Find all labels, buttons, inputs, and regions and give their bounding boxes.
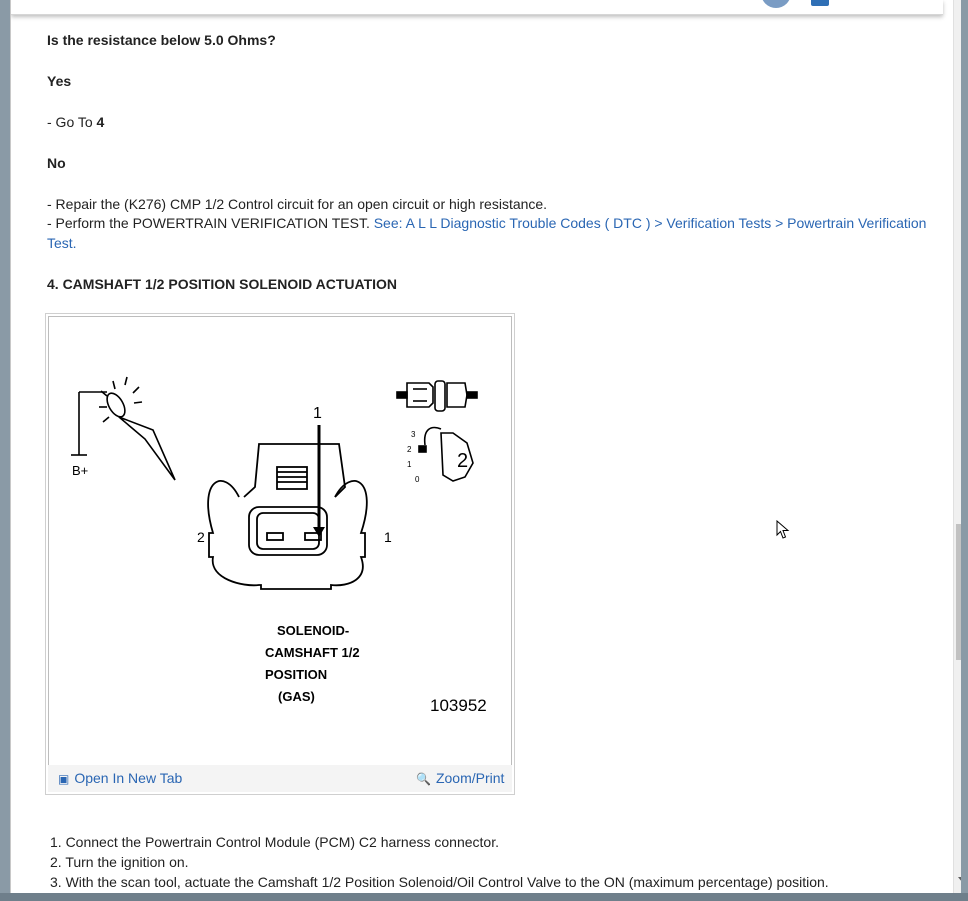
resistance-question: Is the resistance below 5.0 Ohms?	[47, 32, 276, 48]
scrollbar-thumb[interactable]	[956, 524, 961, 660]
list-item: 1. Connect the Powertrain Control Module (PCM) C2 harness connector.	[50, 834, 499, 850]
yes-goto-step[interactable]: 4	[96, 114, 105, 130]
key-pin-label: 2	[457, 450, 469, 472]
figure-number: 103952	[430, 696, 487, 715]
caption-line-4: (GAS)	[278, 689, 315, 704]
open-new-tab-button[interactable]	[58, 770, 182, 786]
key-scale-0: 0	[415, 475, 420, 484]
scroll-down-arrow-icon[interactable]	[958, 877, 961, 882]
window-bottom-edge	[0, 893, 968, 901]
pin-arrow-label: 1	[313, 405, 322, 422]
add-to-list-icon[interactable]	[811, 0, 829, 6]
top-toolbar	[11, 0, 943, 15]
wiring-diagram-image[interactable]	[48, 316, 512, 766]
no-label: No	[47, 155, 66, 171]
figure-footer	[48, 765, 512, 792]
caption-line-1: SOLENOID-	[277, 623, 350, 638]
list-item: 3. With the scan tool, actuate the Camshaft 1/2 Position Solenoid/Oil Control Valve to the ON (maximum percentage) position.	[50, 874, 829, 890]
mouse-cursor-icon	[776, 520, 790, 540]
zoom-print-label: Zoom/Print	[435, 770, 505, 786]
pin-left-label: 2	[197, 529, 205, 545]
caption-line-3: POSITION	[265, 667, 328, 682]
open-new-tab-icon: ▣	[58, 772, 70, 786]
zoom-icon: 🔍	[416, 772, 431, 786]
no-action-2-text: - Perform the POWERTRAIN VERIFICATION TEST.	[47, 215, 374, 231]
connector-diagram	[49, 317, 511, 765]
verification-test-link[interactable]: See: A L L Diagnostic Trouble Codes ( DTC ) > Verification Tests > Powertrain Verification Test.	[47, 215, 927, 251]
document-content	[11, 14, 943, 893]
step-4-heading: 4. CAMSHAFT 1/2 POSITION SOLENOID ACTUATION	[47, 276, 398, 292]
no-action-1: - Repair the (K276) CMP 1/2 Control circuit for an open circuit or high resistance.	[47, 196, 548, 212]
open-new-tab-label: Open In New Tab	[74, 770, 183, 786]
vertical-scrollbar[interactable]	[953, 0, 961, 893]
figure-card	[45, 313, 515, 795]
probe-arrow-icon	[313, 527, 325, 537]
list-item: 2. Turn the ignition on.	[50, 854, 189, 870]
key-scale-1: 1	[407, 460, 412, 469]
b-plus-label: B+	[72, 463, 89, 478]
pin-right-label: 1	[384, 529, 392, 545]
yes-goto	[47, 114, 104, 130]
key-scale-2: 2	[407, 445, 412, 454]
avatar[interactable]	[761, 0, 791, 8]
key-scale-3: 3	[411, 430, 416, 439]
caption-line-2: CAMSHAFT 1/2	[265, 645, 360, 660]
yes-label: Yes	[47, 73, 72, 89]
no-action-2	[47, 213, 927, 253]
zoom-print-button[interactable]	[416, 770, 504, 786]
app-window	[10, 0, 961, 893]
connector-body	[208, 425, 367, 589]
yes-goto-text: - Go To	[47, 114, 97, 130]
